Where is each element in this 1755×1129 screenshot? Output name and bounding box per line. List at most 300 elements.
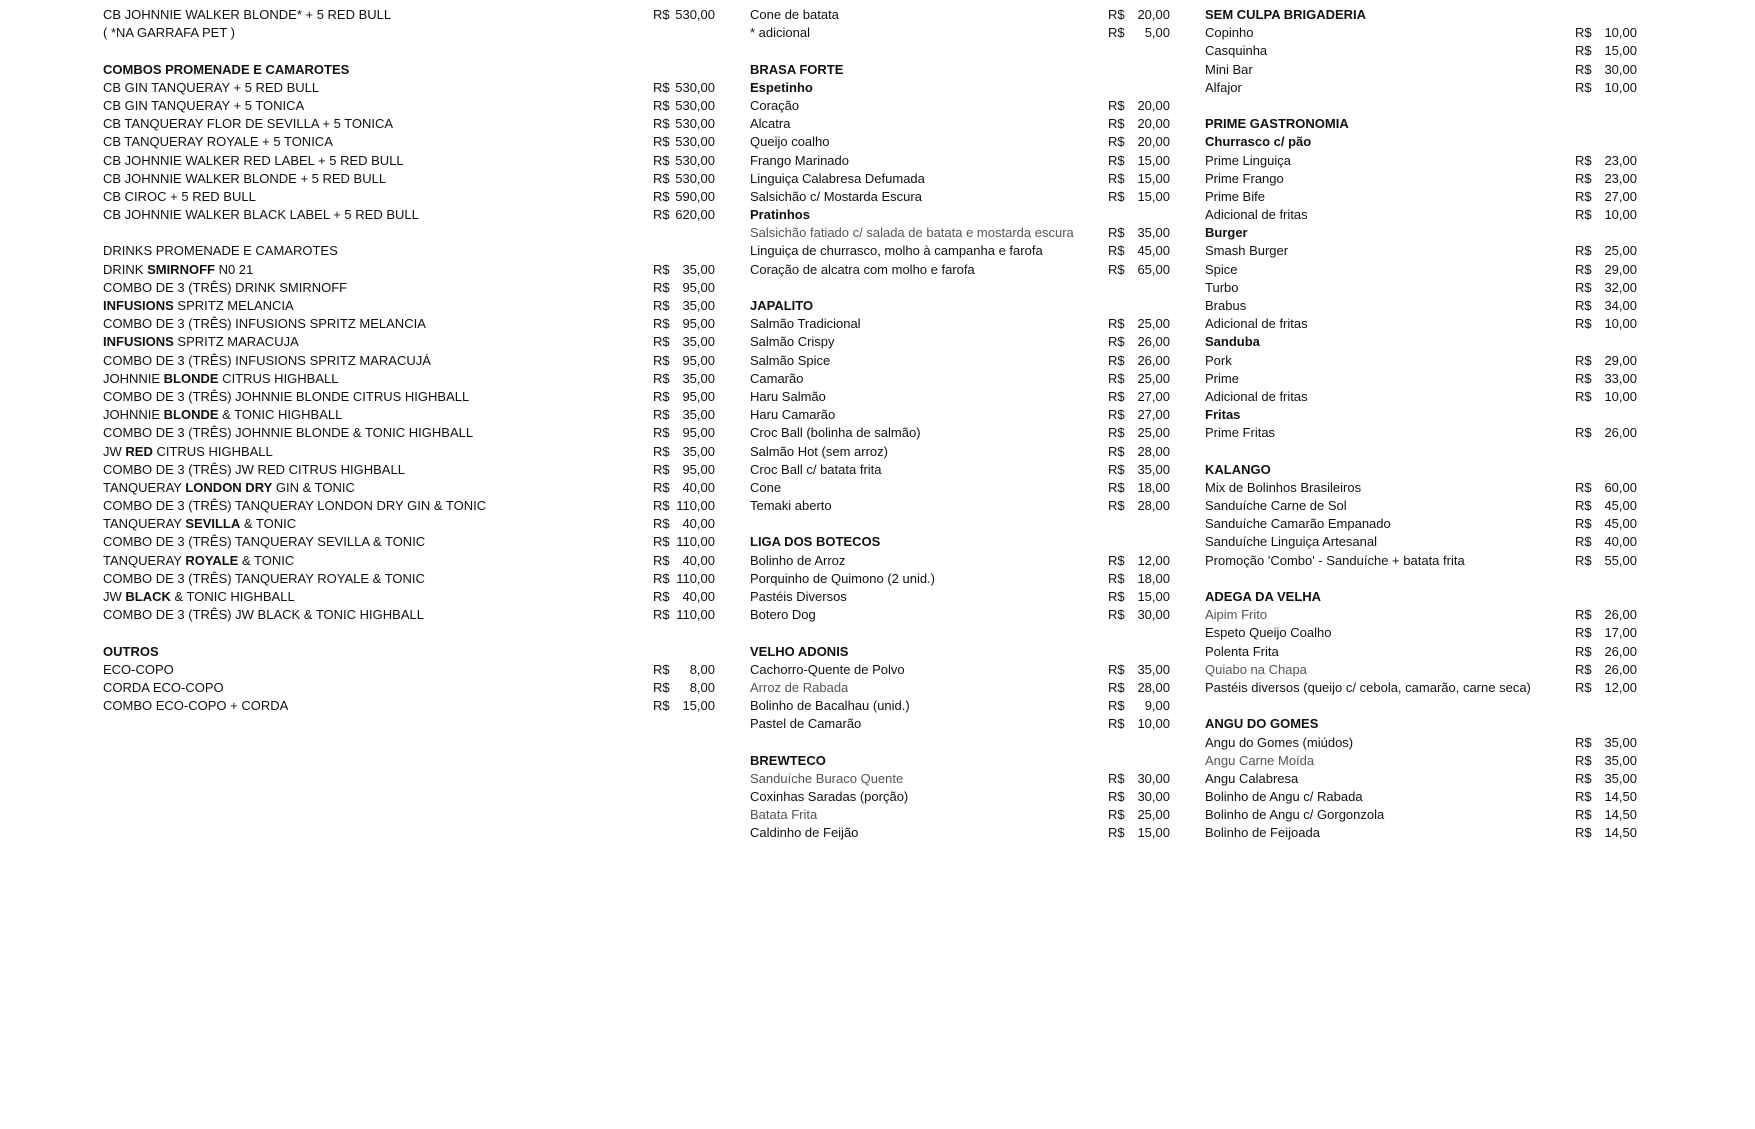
item-name-part: Sanduíche Camarão Empanado (1205, 516, 1391, 532)
item-name-part: VELHO ADONIS (750, 643, 849, 659)
price-amount: 26,00 (1137, 352, 1170, 368)
currency-symbol: R$ (653, 698, 670, 714)
price-amount: 15,00 (1137, 188, 1170, 204)
item-name (1205, 734, 1353, 752)
price-amount: 8,00 (689, 679, 715, 695)
item-name-part: Sanduba (1205, 334, 1260, 350)
item-name-part: Salmão Crispy (750, 334, 835, 350)
item-name-part: ANGU DO GOMES (1205, 716, 1319, 732)
price-amount: 95,00 (682, 316, 715, 332)
price-amount: 20,00 (1137, 116, 1170, 132)
menu-item (103, 424, 715, 442)
menu-item (1205, 788, 1637, 806)
menu-item (103, 606, 715, 624)
item-name (1205, 170, 1284, 188)
currency-symbol: R$ (1108, 698, 1125, 714)
price-amount: 40,00 (682, 479, 715, 495)
price-amount: 620,00 (675, 207, 715, 223)
item-name (1205, 370, 1239, 388)
price-amount: 26,00 (1604, 607, 1637, 623)
currency-symbol: R$ (1108, 461, 1125, 477)
price-amount: 20,00 (1137, 97, 1170, 113)
item-name-part: CB CIROC + 5 RED BULL (103, 188, 256, 204)
menu-item (750, 570, 1170, 588)
item-name-part: Croc Ball c/ batata frita (750, 461, 882, 477)
item-name-part: Prime (1205, 370, 1239, 386)
item-name-bold-part: LONDON DRY (185, 479, 273, 495)
currency-symbol: R$ (1575, 207, 1592, 223)
menu-item (1205, 824, 1637, 842)
menu-item (750, 824, 1170, 842)
currency-symbol: R$ (653, 261, 670, 277)
menu-item (103, 188, 715, 206)
item-name (750, 570, 935, 588)
menu-item (1205, 152, 1637, 170)
menu-item (103, 242, 715, 260)
menu-item (750, 333, 1170, 351)
price-amount: 12,00 (1137, 552, 1170, 568)
item-name-part: Salsichão c/ Mostarda Escura (750, 188, 922, 204)
item-name (750, 133, 830, 151)
item-name-part: & TONIC (240, 516, 297, 532)
menu-item (103, 297, 715, 315)
currency-symbol: R$ (1108, 679, 1125, 695)
menu-item (103, 661, 715, 679)
menu-item (1205, 170, 1637, 188)
menu-item (1205, 261, 1637, 279)
item-name-part: Linguiça de churrasco, molho à campanha e farofa (750, 243, 1043, 259)
item-name (103, 6, 391, 24)
currency-symbol: R$ (653, 516, 670, 532)
currency-symbol: R$ (653, 279, 670, 295)
item-name-part: Batata Frita (750, 807, 818, 823)
item-name (750, 352, 830, 370)
currency-symbol: R$ (1108, 407, 1125, 423)
price-amount: 14,50 (1604, 789, 1637, 805)
currency-symbol: R$ (1108, 97, 1125, 113)
item-name (1205, 279, 1238, 297)
item-name (1205, 42, 1267, 60)
item-name-part: Linguiça Calabresa Defumada (750, 170, 925, 186)
section-header (103, 643, 715, 661)
currency-symbol: R$ (1575, 661, 1592, 677)
spacer (1205, 97, 1637, 115)
item-name (103, 261, 253, 279)
menu-item (1205, 734, 1637, 752)
currency-symbol: R$ (1108, 479, 1125, 495)
currency-symbol: R$ (653, 534, 670, 550)
menu-item (750, 315, 1170, 333)
item-name (750, 170, 925, 188)
item-name (750, 297, 813, 315)
currency-symbol: R$ (1575, 298, 1592, 313)
price-amount: 40,00 (682, 516, 715, 532)
item-name-part: Adicional de fritas (1205, 316, 1308, 332)
item-name (1205, 352, 1232, 370)
item-name-part: SEM CULPA BRIGADERIA (1205, 7, 1367, 22)
section-header (750, 533, 1170, 551)
item-name (103, 570, 425, 588)
price-amount: 15,00 (1137, 170, 1170, 186)
currency-symbol: R$ (1575, 279, 1592, 295)
currency-symbol: R$ (1575, 516, 1592, 532)
section-header (1205, 461, 1637, 479)
currency-symbol: R$ (1108, 152, 1125, 168)
currency-symbol: R$ (653, 134, 670, 150)
price-amount: 35,00 (1604, 770, 1637, 786)
subsection-header (1205, 406, 1637, 424)
item-name-part: CB JOHNNIE WALKER RED LABEL + 5 RED BULL (103, 152, 404, 168)
price-amount: 65,00 (1137, 261, 1170, 277)
item-name (103, 115, 393, 133)
section-header (1205, 715, 1637, 733)
price-amount: 35,00 (1137, 225, 1170, 241)
item-name (1205, 315, 1308, 333)
currency-symbol: R$ (1575, 425, 1592, 441)
item-name-part: CB JOHNNIE WALKER BLONDE + 5 RED BULL (103, 170, 387, 186)
item-name (750, 697, 910, 715)
subsection-header (750, 79, 1170, 97)
price-amount: 20,00 (1137, 7, 1170, 22)
menu-item (103, 279, 715, 297)
menu-item (750, 6, 1170, 24)
price-amount: 35,00 (1604, 752, 1637, 768)
item-name-part: COMBO DE 3 (TRÊS) JW BLACK & TONIC HIGHBALL (103, 607, 424, 623)
menu-item (103, 588, 715, 606)
menu-item (750, 133, 1170, 151)
menu-item (1205, 533, 1637, 551)
item-name (1205, 533, 1377, 551)
item-name (750, 188, 922, 206)
item-name-part: Coração de alcatra com molho e farofa (750, 261, 975, 277)
item-name (103, 152, 404, 170)
item-name (103, 388, 469, 406)
item-name-part: Bolinho de Feijoada (1205, 825, 1320, 841)
section-header (1205, 588, 1637, 606)
menu-item (1205, 770, 1637, 788)
item-name-part: Mini Bar (1205, 61, 1253, 77)
currency-symbol: R$ (653, 589, 670, 604)
menu-item (1205, 315, 1637, 333)
menu-item (1205, 370, 1637, 388)
item-name (103, 297, 294, 315)
currency-symbol: R$ (1108, 589, 1125, 604)
menu-item (750, 170, 1170, 188)
price-amount: 26,00 (1604, 661, 1637, 677)
price-amount: 10,00 (1604, 25, 1637, 41)
menu-item (1205, 643, 1637, 661)
item-name (1205, 242, 1288, 260)
price-amount: 18,00 (1137, 570, 1170, 586)
item-name (103, 588, 295, 606)
menu-item (750, 370, 1170, 388)
menu-column-1 (103, 6, 715, 715)
price-amount: 35,00 (1604, 734, 1637, 750)
item-name (1205, 424, 1275, 442)
price-amount: 110,00 (676, 498, 715, 514)
menu-item (750, 697, 1170, 715)
menu-item (750, 424, 1170, 442)
menu-item (750, 661, 1170, 679)
spacer (750, 279, 1170, 297)
menu-item (1205, 752, 1637, 770)
item-name (103, 643, 159, 661)
item-name (750, 406, 835, 424)
price-amount: 95,00 (682, 461, 715, 477)
item-name-part: Copinho (1205, 25, 1254, 41)
item-name-part: & TONIC (238, 552, 295, 568)
price-amount: 35,00 (1137, 661, 1170, 677)
price-amount: 26,00 (1137, 334, 1170, 350)
price-amount: 15,00 (1137, 152, 1170, 168)
menu-column-3 (1205, 6, 1637, 843)
currency-symbol: R$ (1575, 370, 1592, 386)
menu-item (750, 152, 1170, 170)
item-name (103, 61, 349, 79)
item-name-part: COMBO DE 3 (TRÊS) TANQUERAY LONDON DRY GIN & TONIC (103, 498, 487, 514)
item-name-bold-part: BLONDE (163, 370, 219, 386)
section-header (103, 61, 715, 79)
item-name (1205, 770, 1298, 788)
currency-symbol: R$ (653, 407, 670, 423)
item-name-part: COMBO DE 3 (TRÊS) JOHNNIE BLONDE & TONIC HIGHBALL (103, 425, 474, 441)
price-amount: 530,00 (675, 79, 715, 95)
item-name-part: Sanduíche Buraco Quente (750, 770, 904, 786)
menu-item (750, 715, 1170, 733)
menu-item (1205, 188, 1637, 206)
menu-item (750, 479, 1170, 497)
item-name-part: Haru Camarão (750, 407, 836, 423)
currency-symbol: R$ (1108, 370, 1125, 386)
currency-symbol: R$ (1575, 43, 1592, 59)
currency-symbol: R$ (1108, 825, 1125, 841)
price-amount: 15,00 (1604, 43, 1637, 59)
price-amount: 30,00 (1137, 789, 1170, 805)
currency-symbol: R$ (653, 552, 670, 568)
price-amount: 530,00 (675, 97, 715, 113)
item-name-part: TANQUERAY (103, 552, 186, 568)
currency-symbol: R$ (1575, 79, 1592, 95)
item-name-part: Cone (750, 479, 782, 495)
currency-symbol: R$ (1575, 316, 1592, 332)
item-name-part: * adicional (750, 25, 810, 41)
item-name-bold-part: ROYALE (185, 552, 239, 568)
item-name (750, 152, 849, 170)
item-name-bold-part: BLACK (125, 589, 171, 604)
item-name (1205, 6, 1366, 24)
item-name (103, 697, 288, 715)
currency-symbol: R$ (1108, 188, 1125, 204)
menu-item (750, 115, 1170, 133)
item-name (750, 679, 848, 697)
menu-item (750, 461, 1170, 479)
price-amount: 12,00 (1604, 679, 1637, 695)
currency-symbol: R$ (653, 188, 670, 204)
menu-item (1205, 61, 1637, 79)
item-name (1205, 297, 1246, 315)
item-name-part: Sanduíche Carne de Sol (1205, 498, 1347, 514)
item-name (103, 533, 425, 551)
item-name (103, 79, 319, 97)
item-name (103, 461, 405, 479)
price-amount: 8,00 (689, 661, 715, 677)
item-name-part: COMBO ECO-COPO + CORDA (103, 698, 289, 714)
menu-item (750, 788, 1170, 806)
currency-symbol: R$ (653, 97, 670, 113)
currency-symbol: R$ (1575, 607, 1592, 623)
item-name-part: Frango Marinado (750, 152, 849, 168)
item-name-part: OUTROS (103, 643, 159, 659)
item-name (750, 461, 882, 479)
menu-item (1205, 352, 1637, 370)
price-amount: 18,00 (1137, 479, 1170, 495)
price-amount: 95,00 (682, 388, 715, 404)
item-name (103, 424, 473, 442)
item-name-part: N0 21 (214, 261, 254, 277)
item-name-part: Casquinha (1205, 43, 1268, 59)
currency-symbol: R$ (1108, 334, 1125, 350)
item-name (1205, 643, 1279, 661)
currency-symbol: R$ (653, 461, 670, 477)
item-name (103, 679, 224, 697)
price-amount: 15,00 (1137, 825, 1170, 841)
price-amount: 27,00 (1137, 407, 1170, 423)
item-name-part: Prime Bife (1205, 188, 1265, 204)
item-name-part: Pastel de Camarão (750, 716, 862, 732)
currency-symbol: R$ (1108, 607, 1125, 623)
currency-symbol: R$ (653, 498, 670, 514)
currency-symbol: R$ (653, 370, 670, 386)
currency-symbol: R$ (653, 661, 670, 677)
menu-item (103, 533, 715, 551)
menu-item (103, 24, 715, 42)
price-amount: 95,00 (682, 279, 715, 295)
item-name (103, 443, 273, 461)
price-amount: 29,00 (1604, 261, 1637, 277)
item-name-part: Prime Fritas (1205, 425, 1276, 441)
item-name (750, 370, 803, 388)
price-amount: 35,00 (1137, 461, 1170, 477)
item-name (750, 6, 839, 24)
item-name (750, 443, 888, 461)
item-name-part: Spice (1205, 261, 1238, 277)
price-amount: 45,00 (1137, 243, 1170, 259)
price-amount: 23,00 (1604, 170, 1637, 186)
item-name-bold-part: INFUSIONS (103, 334, 174, 350)
price-amount: 95,00 (682, 352, 715, 368)
currency-symbol: R$ (653, 152, 670, 168)
currency-symbol: R$ (1575, 388, 1592, 404)
item-name (103, 515, 296, 533)
price-amount: 35,00 (682, 261, 715, 277)
item-name-part: Cone de batata (750, 7, 839, 22)
item-name (103, 315, 426, 333)
item-name-part: Turbo (1205, 279, 1239, 295)
currency-symbol: R$ (653, 7, 670, 22)
item-name (750, 224, 1074, 242)
currency-symbol: R$ (1108, 770, 1125, 786)
currency-symbol: R$ (653, 298, 670, 313)
price-amount: 29,00 (1604, 352, 1637, 368)
item-name (750, 497, 832, 515)
currency-symbol: R$ (653, 334, 670, 350)
price-amount: 45,00 (1604, 516, 1637, 532)
item-name (750, 333, 835, 351)
subsection-header (1205, 224, 1637, 242)
menu-item (1205, 679, 1637, 697)
spacer (103, 42, 715, 60)
menu-item (103, 388, 715, 406)
menu-item (1205, 606, 1637, 624)
price-amount: 110,00 (676, 534, 715, 550)
item-name-part: JW (103, 589, 126, 604)
item-name (1205, 224, 1248, 242)
section-header (1205, 115, 1637, 133)
item-name-part: ( *NA GARRAFA PET ) (103, 25, 235, 41)
item-name (103, 333, 299, 351)
currency-symbol: R$ (653, 352, 670, 368)
menu-item (1205, 424, 1637, 442)
menu-item (103, 570, 715, 588)
item-name-part: Salmão Hot (sem arroz) (750, 443, 888, 459)
price-amount: 30,00 (1137, 770, 1170, 786)
price-amount: 530,00 (675, 7, 715, 22)
price-amount: 17,00 (1604, 625, 1637, 641)
currency-symbol: R$ (653, 479, 670, 495)
item-name-part: ADEGA DA VELHA (1205, 589, 1322, 604)
item-name (103, 370, 338, 388)
item-name-part: JW (103, 443, 126, 459)
item-name (750, 715, 861, 733)
price-amount: 27,00 (1604, 188, 1637, 204)
item-name (750, 388, 826, 406)
item-name (1205, 206, 1308, 224)
item-name-part: CB GIN TANQUERAY + 5 TONICA (103, 97, 305, 113)
price-amount: 33,00 (1604, 370, 1637, 386)
currency-symbol: R$ (1575, 243, 1592, 259)
price-amount: 20,00 (1137, 134, 1170, 150)
menu-item (750, 188, 1170, 206)
item-name-part: Brabus (1205, 298, 1247, 313)
item-name-part: Quiabo na Chapa (1205, 661, 1307, 677)
menu-item (750, 497, 1170, 515)
item-name-part: Pastéis Diversos (750, 589, 847, 604)
price-amount: 32,00 (1604, 279, 1637, 295)
item-name-part: Sanduíche Linguiça Artesanal (1205, 534, 1378, 550)
currency-symbol: R$ (1575, 152, 1592, 168)
item-name-part: Pastéis diversos (queijo c/ cebola, camarão, carne seca) (1205, 679, 1531, 695)
item-name (750, 552, 845, 570)
menu-item (750, 606, 1170, 624)
currency-symbol: R$ (1108, 807, 1125, 823)
price-amount: 25,00 (1137, 370, 1170, 386)
price-amount: 40,00 (682, 589, 715, 604)
item-name-part: Pork (1205, 352, 1232, 368)
item-name (750, 606, 816, 624)
spacer (103, 624, 715, 642)
currency-symbol: R$ (1575, 807, 1592, 823)
item-name-part: Angu do Gomes (miúdos) (1205, 734, 1354, 750)
price-amount: 30,00 (1137, 607, 1170, 623)
currency-symbol: R$ (1575, 625, 1592, 641)
item-name (103, 497, 486, 515)
item-name (1205, 806, 1384, 824)
menu-item (750, 806, 1170, 824)
currency-symbol: R$ (653, 116, 670, 132)
menu-item (1205, 479, 1637, 497)
item-name-part: Alfajor (1205, 79, 1242, 95)
menu-item (103, 97, 715, 115)
